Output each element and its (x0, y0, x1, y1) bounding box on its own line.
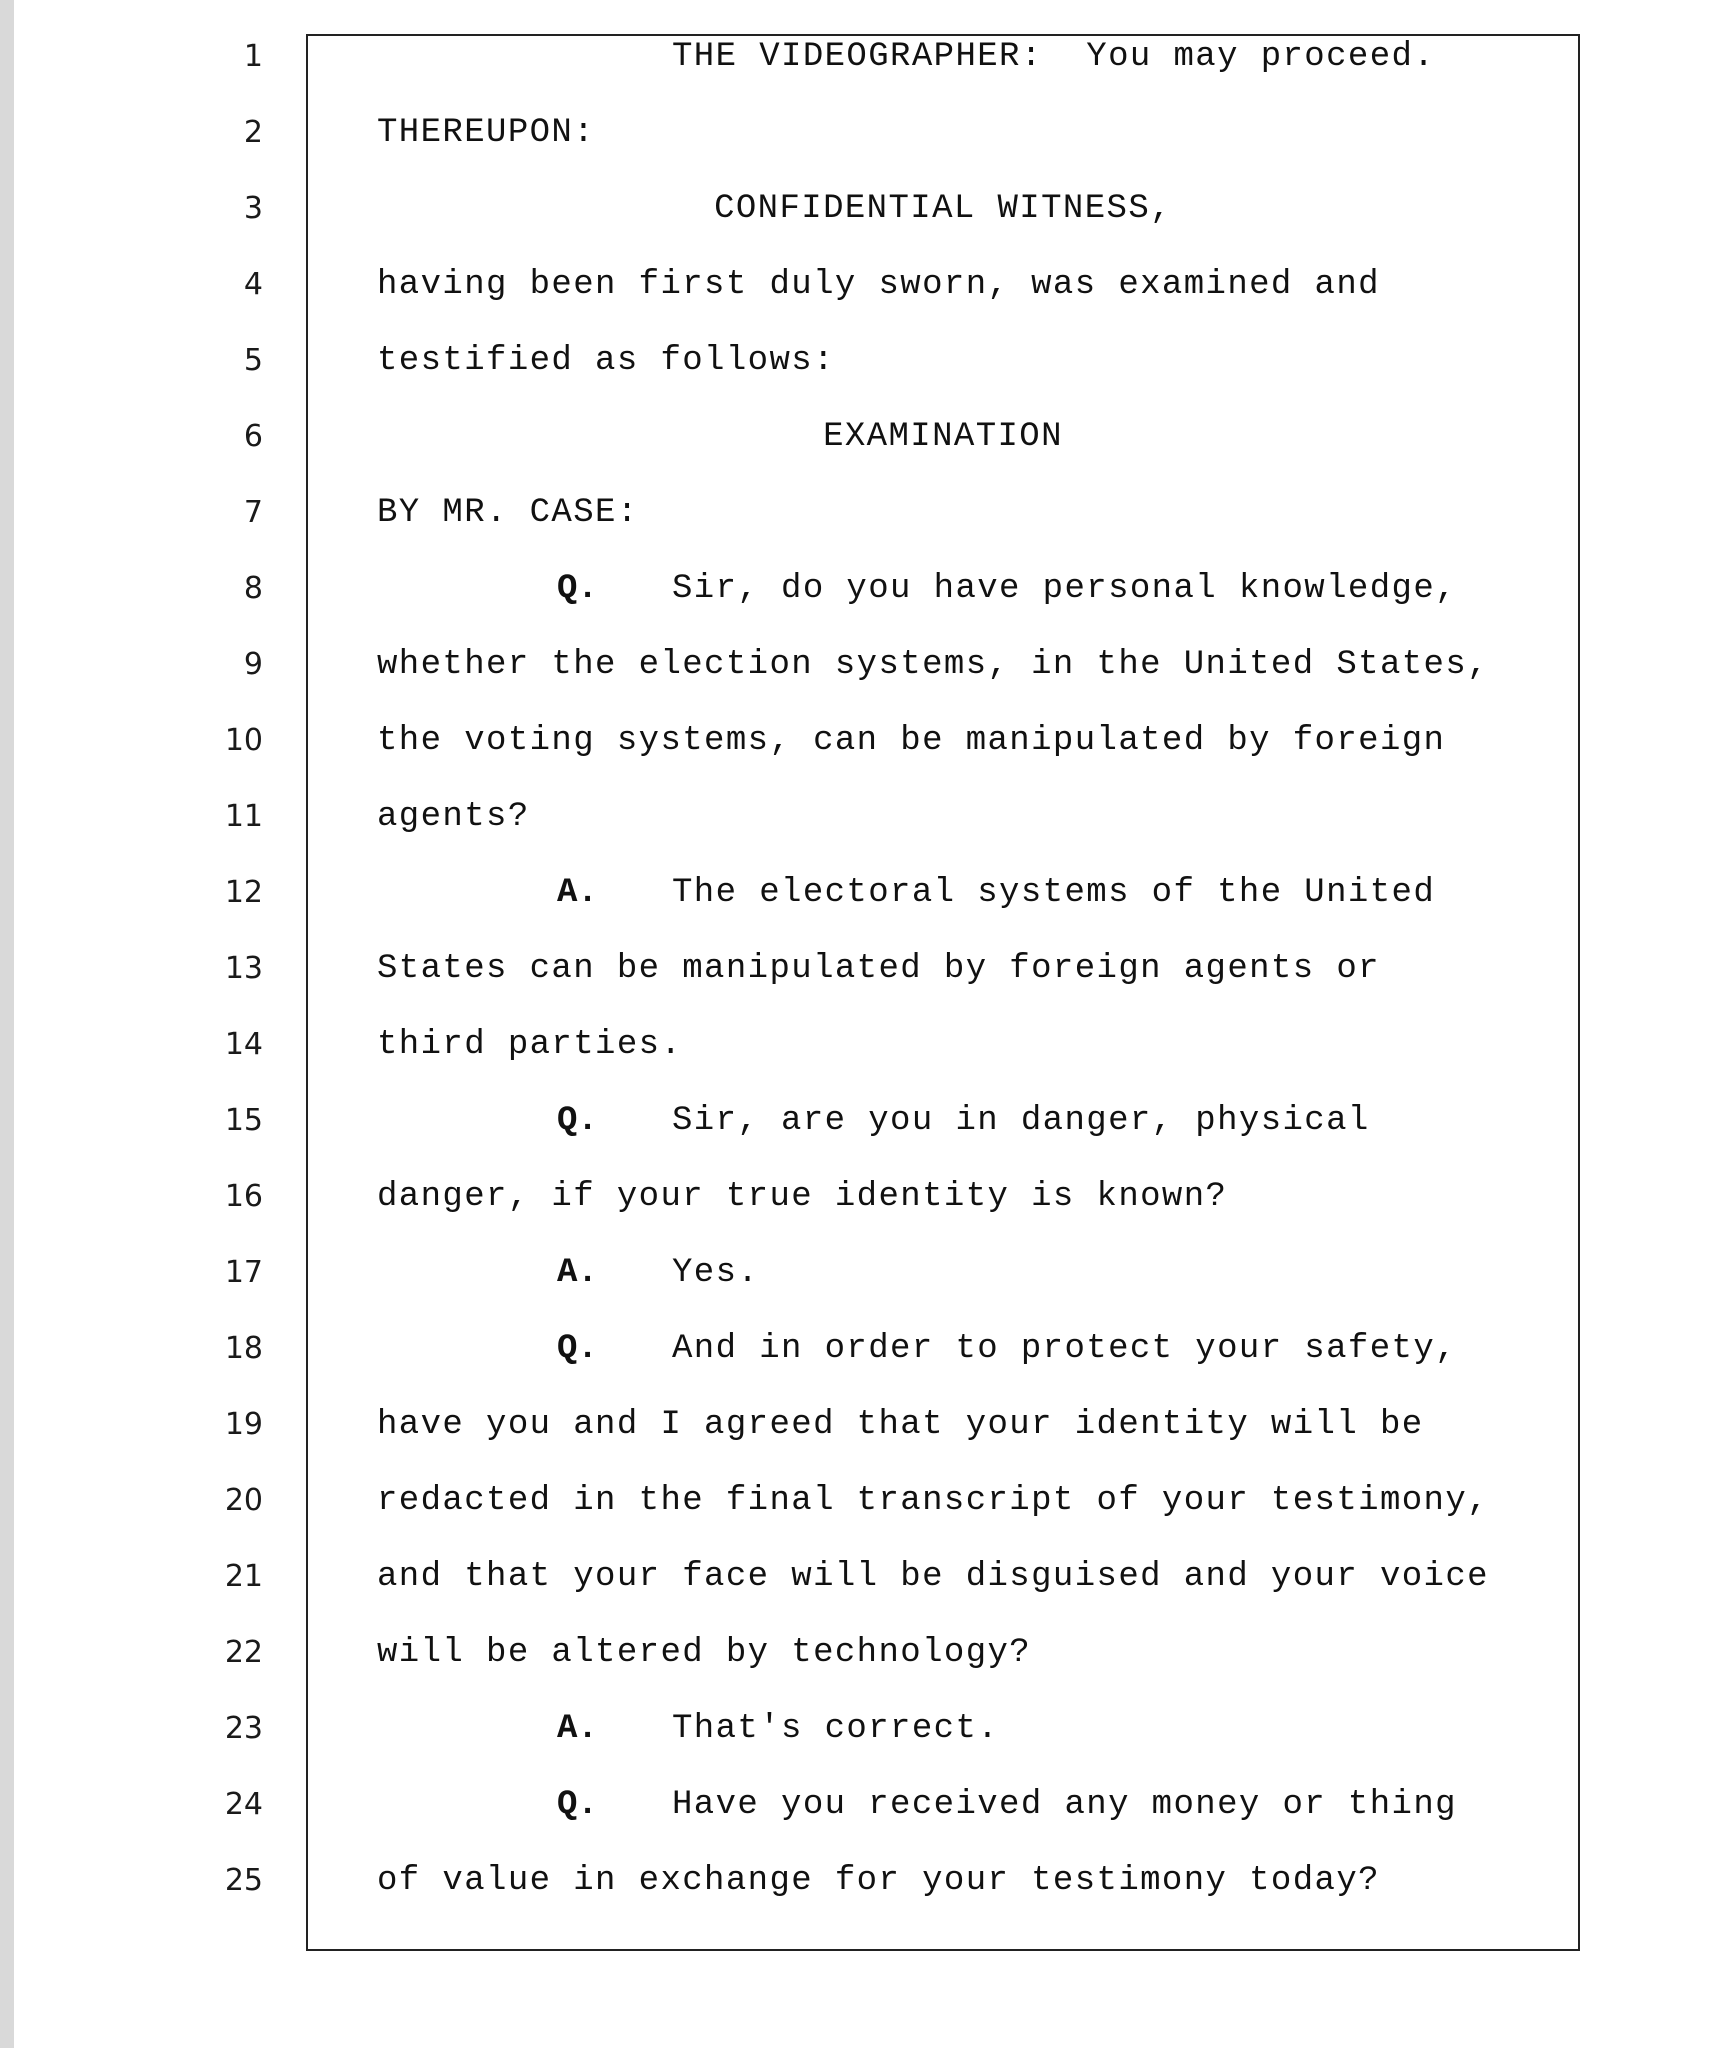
line-number: 25 (224, 1863, 263, 1898)
line-number: 10 (224, 723, 263, 758)
transcript-line: Yes. (672, 1254, 760, 1292)
question-label: Q. (557, 1330, 598, 1368)
transcript-line: BY MR. CASE: (377, 494, 639, 532)
line-number: 15 (224, 1103, 263, 1138)
transcript-line: CONFIDENTIAL WITNESS, (714, 190, 1172, 228)
line-number: 9 (243, 647, 263, 682)
line-number: 1 (243, 39, 263, 74)
line-number: 24 (224, 1787, 263, 1822)
line-number: 8 (243, 571, 263, 606)
line-number: 4 (243, 267, 263, 302)
transcript-line: Sir, do you have personal knowledge, (672, 570, 1457, 608)
line-number: 13 (224, 951, 263, 986)
transcript-line: The electoral systems of the United (672, 874, 1436, 912)
transcript-line: THEREUPON: (377, 114, 596, 152)
line-number: 11 (224, 799, 263, 834)
transcript-line: whether the election systems, in the United States, (377, 646, 1489, 684)
line-number: 18 (224, 1331, 263, 1366)
transcript-line: redacted in the final transcript of your testimony, (377, 1482, 1489, 1520)
line-number: 21 (224, 1559, 263, 1594)
transcript-line: agents? (377, 798, 530, 836)
line-number: 6 (243, 419, 263, 454)
line-number: 16 (224, 1179, 263, 1214)
answer-label: A. (557, 1254, 598, 1292)
transcript-line: third parties. (377, 1026, 683, 1064)
line-number: 19 (224, 1407, 263, 1442)
line-number: 3 (243, 191, 263, 226)
transcript-line: And in order to protect your safety, (672, 1330, 1457, 1368)
answer-label: A. (557, 1710, 598, 1748)
answer-label: A. (557, 874, 598, 912)
transcript-line: danger, if your true identity is known? (377, 1178, 1228, 1216)
line-number: 7 (243, 495, 263, 530)
line-number: 22 (224, 1635, 263, 1670)
transcript-line: have you and I agreed that your identity will be (377, 1406, 1424, 1444)
transcript-line: EXAMINATION (823, 418, 1063, 456)
line-number: 5 (243, 343, 263, 378)
question-label: Q. (557, 570, 598, 608)
transcript-line: Sir, are you in danger, physical (672, 1102, 1370, 1140)
transcript-line: of value in exchange for your testimony today? (377, 1862, 1380, 1900)
transcript-line: States can be manipulated by foreign agents or (377, 950, 1380, 988)
left-scroll-gutter (0, 0, 14, 2048)
line-number: 14 (224, 1027, 263, 1062)
line-number: 12 (224, 875, 263, 910)
transcript-line: THE VIDEOGRAPHER: You may proceed. (672, 38, 1436, 76)
line-number: 20 (224, 1483, 263, 1518)
transcript-line: That's correct. (672, 1710, 1000, 1748)
transcript-line: Have you received any money or thing (672, 1786, 1457, 1824)
transcript-line: the voting systems, can be manipulated by foreign (377, 722, 1446, 760)
line-number: 23 (224, 1711, 263, 1746)
transcript-line: will be altered by technology? (377, 1634, 1032, 1672)
question-label: Q. (557, 1786, 598, 1824)
line-number: 17 (224, 1255, 263, 1290)
transcript-line: having been first duly sworn, was examined and (377, 266, 1380, 304)
question-label: Q. (557, 1102, 598, 1140)
transcript-line: and that your face will be disguised and your voice (377, 1558, 1489, 1596)
transcript-line: testified as follows: (377, 342, 835, 380)
line-number: 2 (243, 115, 263, 150)
